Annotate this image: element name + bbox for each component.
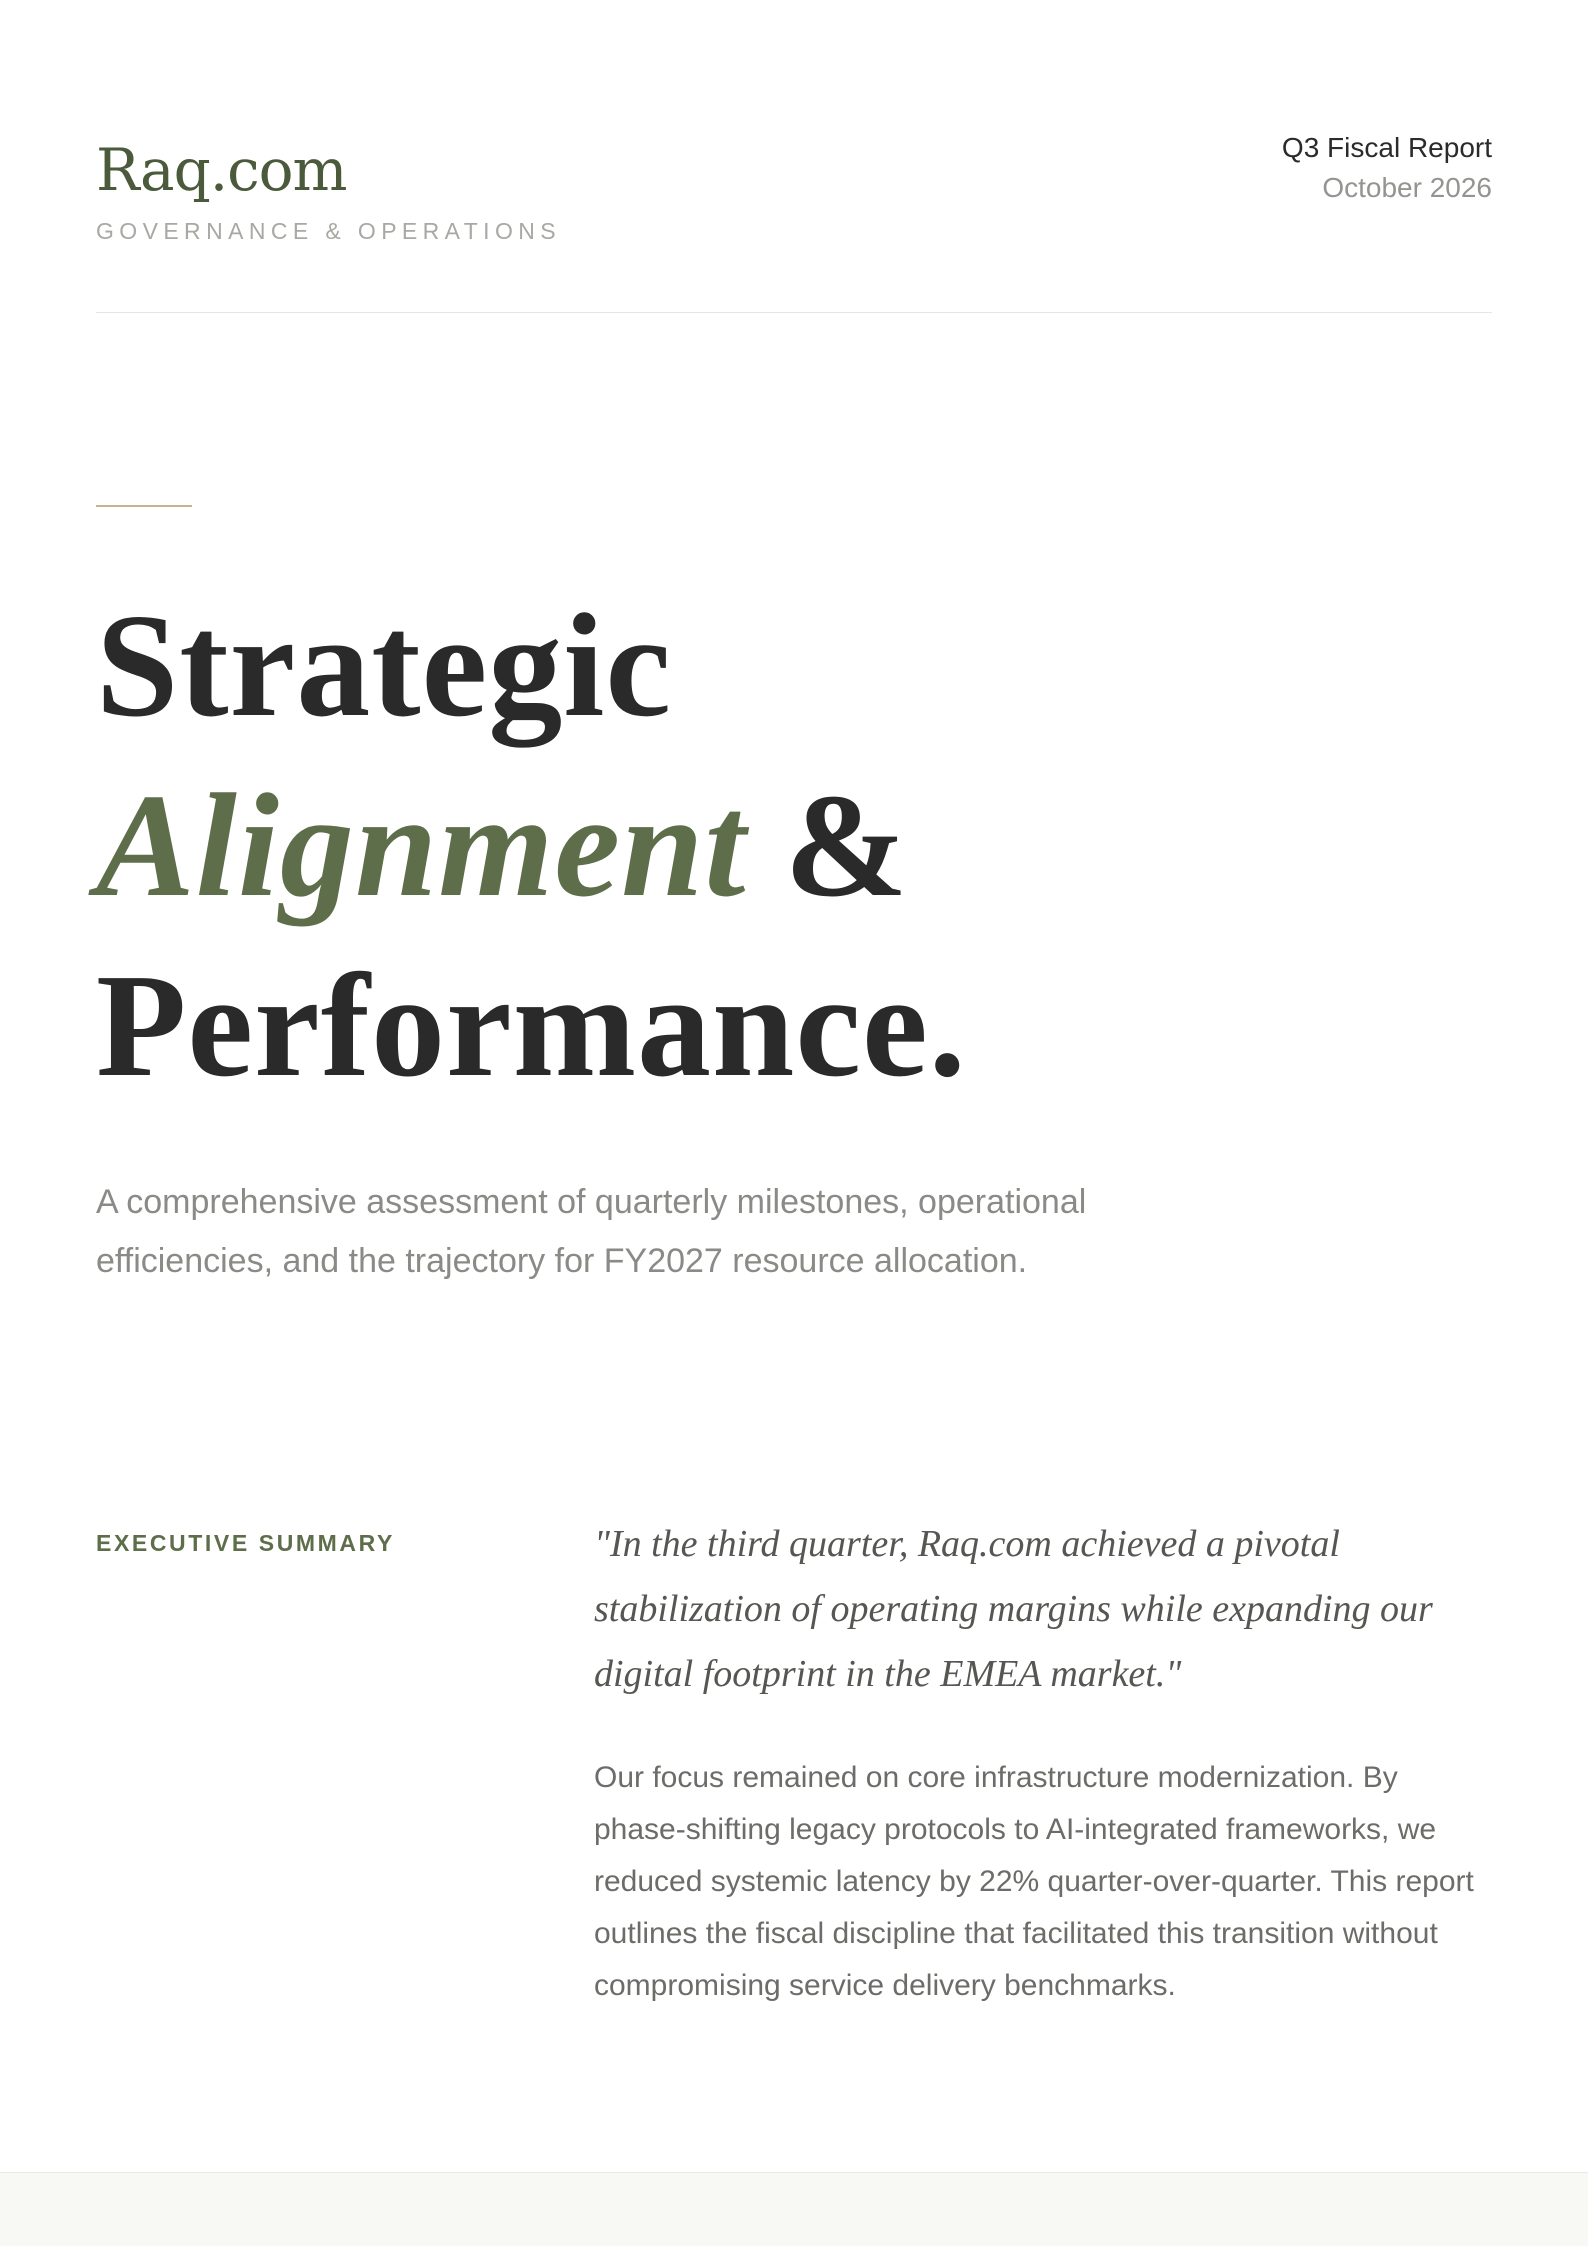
headline-line-2 — [96, 756, 967, 936]
report-header — [96, 128, 1492, 313]
accent-divider — [96, 505, 192, 507]
executive-quote: "In the third quarter, Raq.com achieved a pivotal stabilization of operating margins while expanding our digital footprint in the EMEA market." — [594, 1523, 1433, 1695]
brand-name: Raq.com — [96, 136, 347, 204]
lead-paragraph: A comprehensive assessment of quarterly milestones, operational efficiencies, and the trajectory for FY2027 resource allocation. — [96, 1183, 1087, 1280]
headline-accent-word: Alignment — [96, 764, 747, 928]
headline-line-3: Performance. — [96, 944, 967, 1108]
page-headline — [96, 576, 967, 1116]
brand-tagline: GOVERNANCE & OPERATIONS — [96, 218, 561, 244]
report-title: Q3 Fiscal Report — [1281, 132, 1492, 163]
executive-summary-body: Our focus remained on core infrastructure modernization. By phase-shifting legacy protocols to AI-integrated frameworks, we reduced systemic latency by 22% quarter-over-quarter. This report outlines the fiscal discipline that facilitated this transition without compromising service delivery benchmarks. — [594, 1761, 1474, 2002]
footer-band — [0, 2172, 1588, 2246]
executive-summary-label: EXECUTIVE SUMMARY — [96, 1530, 395, 1556]
report-meta — [1282, 128, 1492, 208]
headline-line-1: Strategic — [96, 584, 673, 748]
report-date: October 2026 — [1322, 172, 1492, 203]
headline-ampersand: & — [784, 764, 909, 928]
